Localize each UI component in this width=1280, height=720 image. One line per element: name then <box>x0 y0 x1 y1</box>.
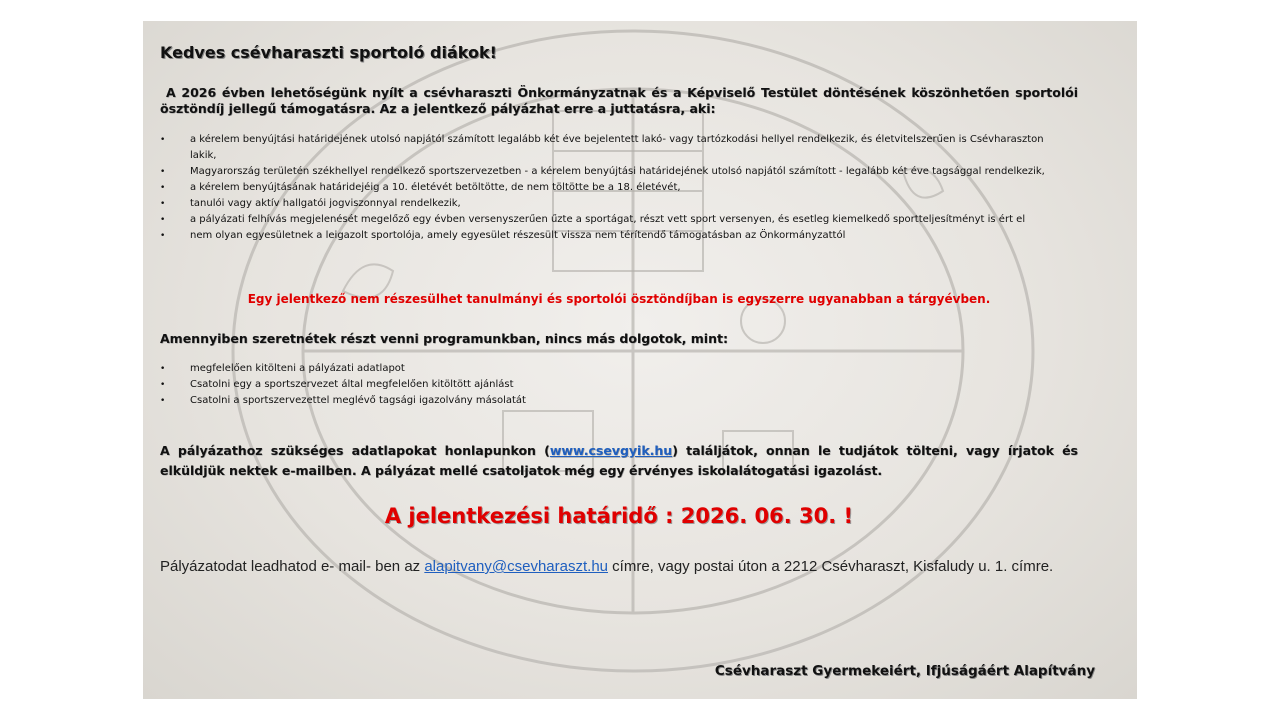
forms-text-before: A pályázathoz szükséges adatlapokat honlapunkon ( <box>160 443 550 458</box>
website-link[interactable]: www.csevgyik.hu <box>549 443 673 458</box>
deadline-heading: A jelentkezési határidő : 2026. 06. 30. ! <box>384 504 854 528</box>
submission-text-after: címre, vagy postai úton a 2212 Csévharaszt, Kisfaludy u. 1. címre. <box>608 558 1054 575</box>
list-item: • Csatolni egy a sportszervezet által megfelelően kitöltött ajánlást <box>160 377 1060 393</box>
list-item: • tanulói vagy aktív hallgatói jogviszonnyal rendelkezik, <box>160 196 1060 212</box>
email-link[interactable]: alapitvany@csevharaszt.hu <box>424 558 608 575</box>
submission-text-before: Pályázatodat leadhatod e- mail- ben az <box>160 558 425 575</box>
page-title: Kedves csévharaszti sportoló diákok! <box>160 43 497 62</box>
list-item: • a kérelem benyújtásának határidejéig a 10. életévét betöltötte, de nem töltötte be a 18. életévét, <box>160 180 1060 196</box>
list-item: • Csatolni a sportszervezettel meglévő tagsági igazolvány másolatát <box>160 393 1060 409</box>
foundation-signature: Csévharaszt Gyermekeiért, Ifjúságáért Alapítvány <box>714 663 1095 679</box>
list-item: • nem olyan egyesületnek a leigazolt sportolója, amely egyesület részesült vissza nem térítendő támogatásban az Önkormányzattól <box>160 228 1060 244</box>
requirements-heading: Amennyiben szeretnétek részt venni programunkban, nincs más dolgotok, mint: <box>160 331 728 346</box>
eligibility-list <box>160 132 1060 244</box>
foundation-emblem-watermark <box>203 21 1063 691</box>
exclusion-note: Egy jelentkező nem részesülhet tanulmányi és sportolói ösztöndíjban is egyszerre ugyanabban a tárgyévben. <box>247 292 991 306</box>
list-item: • a kérelem benyújtási határidejének utolsó napjától számított legalább két éve bejelentett lakó- vagy tartózkodási hellyel rendelkezik, és életvitelszerűen is Csévharaszton lakik, <box>160 132 1060 164</box>
list-item: • a pályázati felhívás megjelenését megelőző egy évben versenyszerűen űzte a sportágat, részt vett sport versenyen, és esetleg kiemelkedő sportteljesítményt is ért el <box>160 212 1060 228</box>
list-item: • Magyarország területén székhellyel rendelkező sportszervezetben - a kérelem benyújtási határidejének utolsó napjától számított - legalább két éve tagsággal rendelkezik, <box>160 164 1060 180</box>
submission-paragraph <box>160 552 1078 581</box>
forms-paragraph <box>160 441 1078 481</box>
tasks-list <box>160 361 1060 409</box>
list-item: • megfelelően kitölteni a pályázati adatlapot <box>160 361 1060 377</box>
intro-paragraph: A 2026 évben lehetőségünk nyílt a csévharaszti Önkormányzatnak és a Képviselő Testület döntésének köszönhetően sportolói ösztöndíj jellegű támogatásra. Az a jelentkező pályázhat erre a juttatásra, aki: <box>160 85 1078 116</box>
forms-text-after: ) találjátok, onnan le tudjátok tölteni, vagy írjatok és elküldjük nektek e-mailben. A pályázat mellé csatoljatok még egy érvényes iskolalátogatási igazolást. <box>160 443 1078 478</box>
slide <box>143 21 1137 699</box>
